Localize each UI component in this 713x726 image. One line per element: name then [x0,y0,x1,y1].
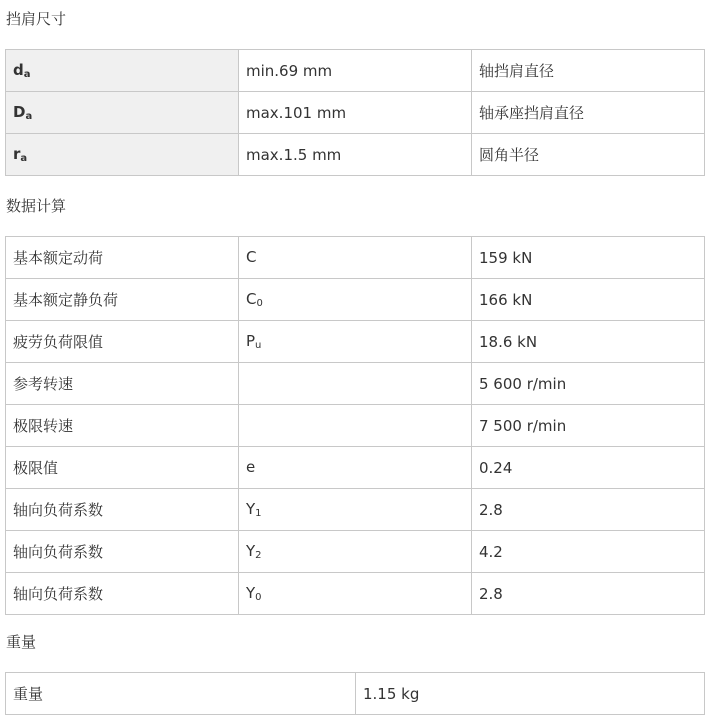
symbol: r [13,145,21,163]
name-cell: 极限转速 [6,405,239,447]
symbol-cell [6,50,239,92]
calculation-title: 数据计算 [6,197,67,215]
value-cell: max.101 mm [239,92,472,134]
name-cell: 轴向负荷系数 [6,573,239,615]
table-row [6,531,705,573]
value-cell: 2.8 [472,489,705,531]
symbol: Y [246,500,256,518]
table-row [6,573,705,615]
value-cell: 166 kN [472,279,705,321]
value-cell: 4.2 [472,531,705,573]
symbol: d [13,61,24,79]
symbol-cell [239,573,472,615]
symbol: P [246,332,256,350]
symbol-cell [239,447,472,489]
symbol-subscript: 0 [255,592,262,603]
name-cell: 极限值 [6,447,239,489]
symbol-cell [239,279,472,321]
table-row [6,279,705,321]
name-cell: 轴向负荷系数 [6,531,239,573]
value-cell: 5 600 r/min [472,363,705,405]
symbol: Y [246,584,256,602]
symbol: Y [246,542,256,560]
value-cell: 159 kN [472,237,705,279]
description-cell: 轴挡肩直径 [472,50,705,92]
symbol-subscript: 1 [255,508,262,519]
calculation-table [5,236,705,615]
weight-value-cell: 1.15 kg [356,673,705,715]
symbol-cell [239,405,472,447]
table-row [6,92,705,134]
symbol-cell [239,321,472,363]
weight-table [5,672,705,715]
symbol: D [13,103,26,121]
table-row [6,489,705,531]
symbol-subscript: a [23,69,31,80]
table-row [6,673,705,715]
name-cell: 参考转速 [6,363,239,405]
symbol-cell [239,237,472,279]
table-row [6,363,705,405]
name-cell: 疲劳负荷限值 [6,321,239,363]
symbol-subscript: 2 [255,550,262,561]
symbol: C [246,248,257,266]
symbol-cell [6,92,239,134]
name-cell: 基本额定动荷 [6,237,239,279]
name-cell: 基本额定静负荷 [6,279,239,321]
value-cell: 7 500 r/min [472,405,705,447]
value-cell: max.1.5 mm [239,134,472,176]
symbol-cell [239,531,472,573]
description-cell: 圆角半径 [472,134,705,176]
symbol: e [246,458,256,476]
symbol-subscript: a [20,153,28,164]
weight-title: 重量 [6,633,37,651]
symbol-cell [6,134,239,176]
value-cell: 2.8 [472,573,705,615]
symbol-cell [239,489,472,531]
value-cell: 0.24 [472,447,705,489]
symbol: C [246,290,257,308]
table-row [6,447,705,489]
description-cell: 轴承座挡肩直径 [472,92,705,134]
dimensions-title: 挡肩尺寸 [6,10,67,28]
table-row [6,321,705,363]
table-row [6,50,705,92]
value-cell: min.69 mm [239,50,472,92]
table-row [6,134,705,176]
table-row [6,237,705,279]
dimensions-table [5,49,705,176]
weight-label-cell: 重量 [6,673,356,715]
symbol-subscript: a [25,111,33,122]
name-cell: 轴向负荷系数 [6,489,239,531]
symbol-cell [239,363,472,405]
value-cell: 18.6 kN [472,321,705,363]
symbol-subscript: u [255,340,262,351]
symbol-subscript: 0 [256,298,263,309]
table-row [6,405,705,447]
